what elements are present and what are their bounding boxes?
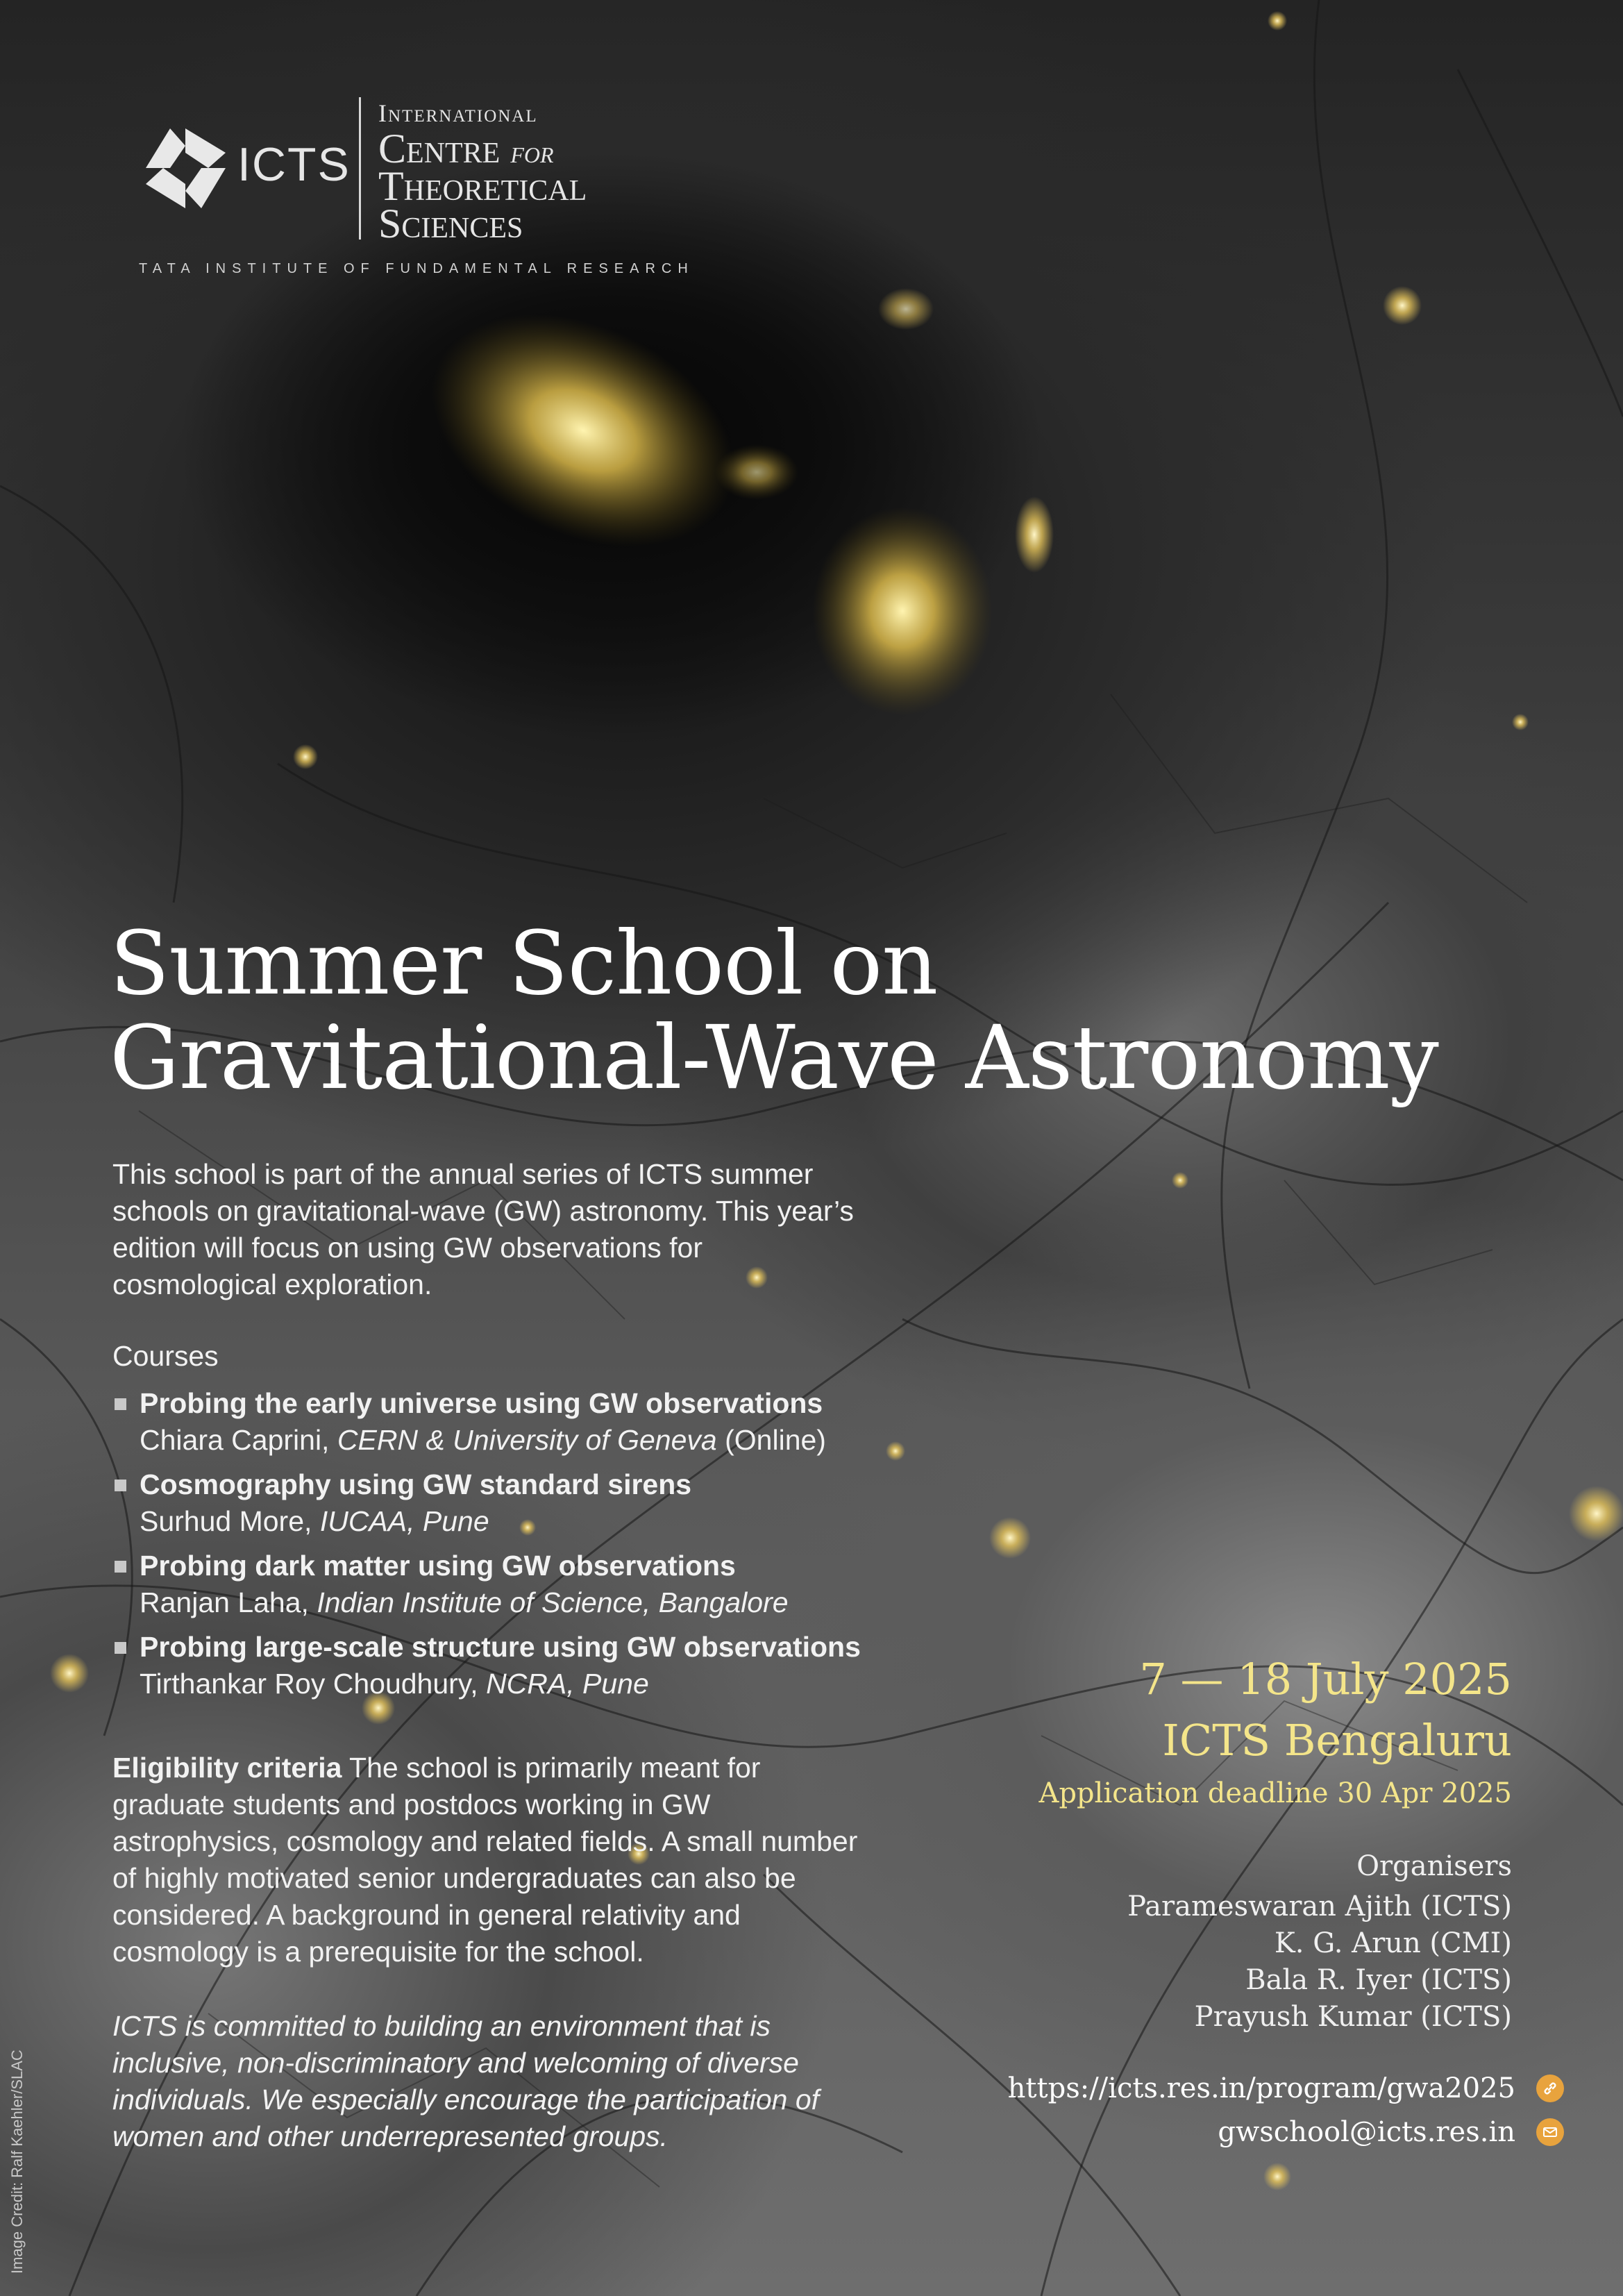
logo-for: for	[510, 134, 554, 169]
bullet-square-icon	[115, 1642, 126, 1654]
logo-line-3: Theoretical	[378, 163, 587, 209]
course-item	[112, 1466, 945, 1548]
bullet-square-icon	[115, 1480, 126, 1491]
course-item	[112, 1629, 945, 1710]
course-title: Probing dark matter using GW observations	[140, 1550, 736, 1582]
course-item	[112, 1548, 945, 1629]
title-line-2: Gravitational-Wave Astronomy	[110, 1007, 1438, 1109]
course-title: Cosmography using GW standard sirens	[140, 1468, 692, 1500]
icts-logo	[139, 97, 694, 285]
logo-short-name: ICTS	[237, 138, 351, 191]
course-lecturer: Ranjan Laha,	[140, 1586, 309, 1618]
link-icon	[1536, 2075, 1564, 2102]
event-venue: ICTS Bengaluru	[1162, 1715, 1512, 1766]
bullet-square-icon	[115, 1398, 126, 1410]
event-dates: 7 — 18 July 2025	[1139, 1654, 1512, 1704]
icts-emblem-icon	[142, 125, 229, 212]
course-title: Probing large-scale structure using GW observations	[140, 1631, 861, 1663]
eligibility-paragraph	[112, 1750, 869, 1970]
course-item	[112, 1385, 945, 1466]
course-institution: IUCAA, Pune	[319, 1505, 489, 1537]
course-lecturer: Chiara Caprini,	[140, 1424, 330, 1456]
program-url[interactable]: https://icts.res.in/program/gwa2025	[1007, 2072, 1515, 2104]
organisers-list	[1127, 1888, 1512, 2036]
email-address[interactable]: gwschool@icts.res.in	[1218, 2116, 1515, 2148]
inclusion-statement: ICTS is committed to building an environment that is inclusive, non-discriminatory and welcoming of diverse individuals. We especially encourage the participation of women and other underrepresented groups.	[112, 2010, 820, 2152]
page-title	[110, 912, 1438, 1109]
course-note: (Online)	[725, 1424, 826, 1456]
bullet-square-icon	[115, 1561, 126, 1573]
logo-divider	[359, 97, 361, 240]
organiser-name: Prayush Kumar (ICTS)	[1194, 2001, 1512, 2033]
course-institution: Indian Institute of Science, Bangalore	[317, 1586, 789, 1618]
organiser-name: Parameswaran Ajith (ICTS)	[1127, 1891, 1512, 1922]
email-link[interactable]	[1218, 2116, 1564, 2148]
envelope-icon	[1536, 2118, 1564, 2146]
eligibility-text: The school is primarily meant for graduate students and postdocs working in GW astrophysics, cosmology and related fields. A small number of highly motivated senior undergraduates can also be considered. A background in general relativity and cosmology is a prerequisite for the school.	[112, 1752, 858, 1968]
organisers-heading: Organisers	[1356, 1850, 1512, 1882]
courses-heading: Courses	[112, 1340, 219, 1372]
program-link[interactable]	[1008, 2072, 1564, 2104]
organiser-name: K. G. Arun (CMI)	[1274, 1927, 1512, 1959]
course-lecturer: Surhud More,	[140, 1505, 312, 1537]
course-institution: CERN & University of Geneva	[337, 1424, 717, 1456]
course-lecturer: Tirthankar Roy Choudhury,	[140, 1668, 478, 1700]
title-line-1: Summer School on	[110, 912, 938, 1014]
logo-line-4: Sciences	[378, 201, 523, 246]
organiser-name: Bala R. Iyer (ICTS)	[1245, 1964, 1512, 1996]
image-credit: Image Credit: Ralf Kaehler/SLAC	[8, 2050, 26, 2274]
intro-paragraph: This school is part of the annual series of ICTS summer schools on gravitational-wave (GW) astronomy. This year’s edition will focus on using GW observations for cosmological exploration.	[112, 1158, 854, 1300]
course-list	[112, 1385, 945, 1710]
eligibility-label: Eligibility criteria	[112, 1752, 342, 1784]
logo-centre: Centre	[378, 126, 501, 171]
logo-parent-institute: TATA INSTITUTE OF FUNDAMENTAL RESEARCH	[139, 261, 694, 276]
course-title: Probing the early universe using GW observations	[140, 1387, 823, 1419]
course-institution: NCRA, Pune	[486, 1668, 649, 1700]
application-deadline: Application deadline 30 Apr 2025	[1038, 1777, 1512, 1809]
logo-line-1: International	[378, 99, 538, 127]
